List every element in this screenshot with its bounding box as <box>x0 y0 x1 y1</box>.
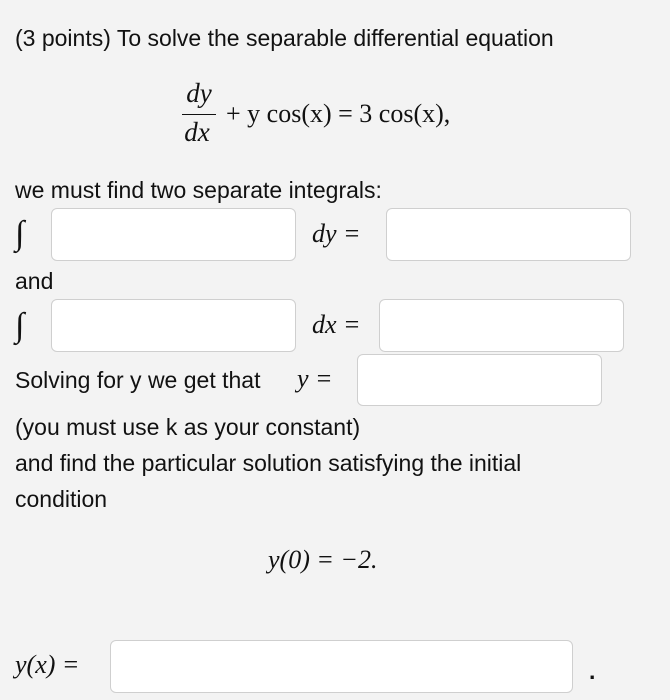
equation-numerator: dy <box>186 78 212 108</box>
particular-line-1: and find the particular solution satisfying the initial <box>15 450 522 476</box>
integral-sign-2: ∫ <box>15 307 25 344</box>
fraction-bar <box>182 114 216 115</box>
equation-denominator: dx <box>184 117 210 147</box>
integral1-result-input[interactable] <box>386 208 631 261</box>
particular-line-2: condition <box>15 486 108 512</box>
final-period: . <box>589 658 596 684</box>
equation-rhs: + y cos(x) = 3 cos(x), <box>226 99 451 128</box>
integrals-intro: we must find two separate integrals: <box>15 177 382 203</box>
integral2-result-input[interactable] <box>379 299 624 352</box>
question-intro: (3 points) To solve the separable differential equation <box>15 25 554 51</box>
final-answer-label: y(x) = <box>15 650 80 679</box>
particular-solution-input[interactable] <box>110 640 573 693</box>
general-solution-input[interactable] <box>357 354 602 406</box>
integral2-integrand-input[interactable] <box>51 299 296 352</box>
solving-prefix: Solving for y we get that <box>15 367 261 393</box>
integral2-differential: dx = <box>312 310 361 339</box>
integral1-differential: dy = <box>312 219 361 248</box>
solving-variable: y = <box>297 364 333 393</box>
integral1-integrand-input[interactable] <box>51 208 296 261</box>
constant-note: (you must use k as your constant) <box>15 414 361 440</box>
and-label: and <box>15 268 54 294</box>
initial-condition: y(0) = −2. <box>268 545 378 574</box>
integral-sign-1: ∫ <box>15 215 25 252</box>
